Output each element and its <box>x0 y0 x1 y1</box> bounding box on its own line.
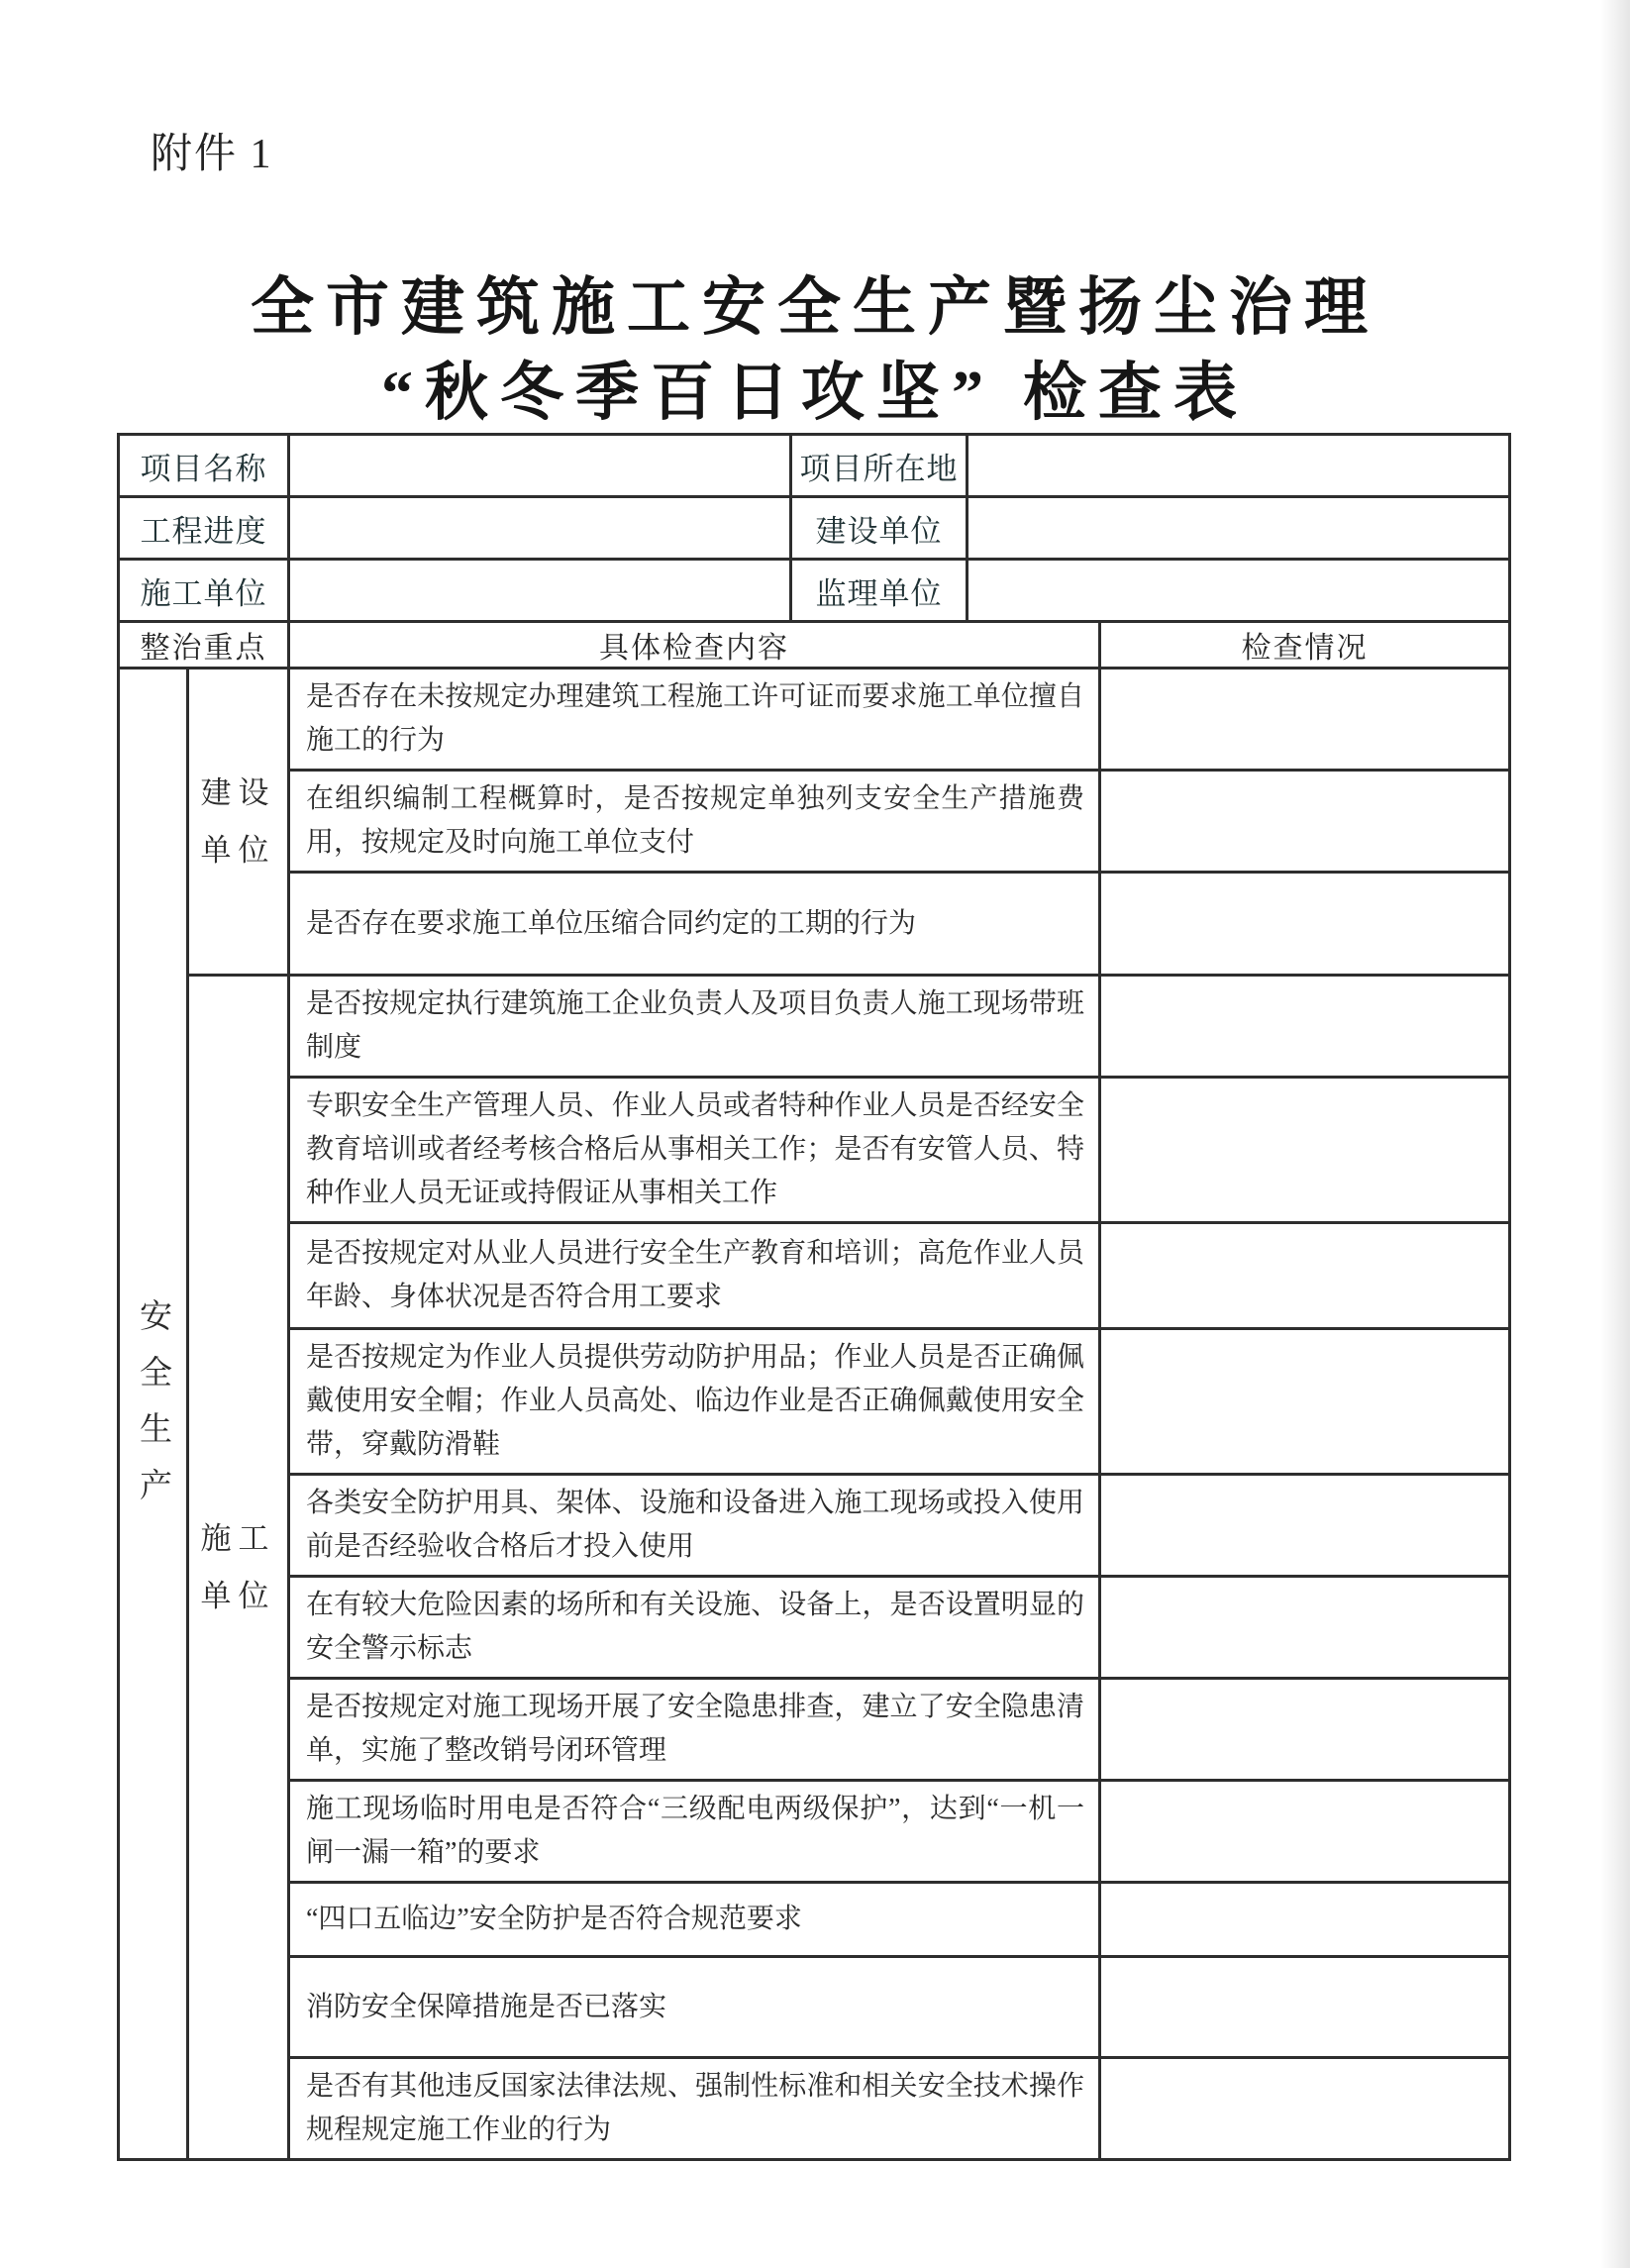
table-row <box>119 1577 1510 1679</box>
table-row <box>119 1957 1510 2058</box>
unit-cell-owner: 建设单位 <box>188 669 289 976</box>
attachment-label: 附件 1 <box>151 132 273 177</box>
status-cell <box>1100 1957 1510 2058</box>
status-cell <box>1100 1781 1510 1883</box>
page-title-line2: “秋冬季百日攻坚” 检查表 <box>381 358 1249 428</box>
unit-cell-contractor: 施工单位 <box>188 976 289 2160</box>
table-row <box>119 976 1510 1078</box>
contractor-value-cell <box>289 560 791 622</box>
inspection-item-text: 消防安全保障措施是否已落实 <box>289 1957 1100 2058</box>
construction-owner-value-cell <box>968 497 1510 560</box>
progress-value-cell <box>289 497 791 560</box>
status-cell <box>1100 669 1510 771</box>
inspection-item-text: 是否按规定为作业人员提供劳动防护用品；作业人员是否正确佩戴使用安全帽；作业人员高处、临边作业是否正确佩戴使用安全带，穿戴防滑鞋 <box>289 1329 1100 1475</box>
inspection-item-text: 施工现场临时用电是否符合“三级配电两级保护”，达到“一机一闸一漏一箱”的要求 <box>289 1781 1100 1883</box>
col-header-status: 检查情况 <box>1100 622 1510 669</box>
status-cell <box>1100 873 1510 976</box>
project-name-value-cell <box>289 435 791 497</box>
project-name-label: 项目名称 <box>119 435 289 497</box>
status-cell <box>1100 771 1510 873</box>
inspection-item-text: 是否存在未按规定办理建筑工程施工许可证而要求施工单位擅自施工的行为 <box>289 669 1100 771</box>
status-cell <box>1100 2058 1510 2160</box>
col-header-content: 具体检查内容 <box>289 622 1100 669</box>
status-cell <box>1100 1078 1510 1223</box>
project-location-value-cell <box>968 435 1510 497</box>
inspection-item-text: 是否有其他违反国家法律法规、强制性标准和相关安全技术操作规程规定施工作业的行为 <box>289 2058 1100 2160</box>
status-cell <box>1100 1223 1510 1329</box>
inspection-item-text: 各类安全防护用具、架体、设施和设备进入施工现场或投入使用前是否经验收合格后才投入使用 <box>289 1475 1100 1577</box>
status-cell <box>1100 976 1510 1078</box>
table-row <box>119 2058 1510 2160</box>
info-row-contractor <box>119 560 1510 622</box>
table-row <box>119 1078 1510 1223</box>
inspection-item-text: 在组织编制工程概算时，是否按规定单独列支安全生产措施费用，按规定及时向施工单位支付 <box>289 771 1100 873</box>
table-header-row <box>119 622 1510 669</box>
category-label: 安全生产 <box>135 1298 170 1524</box>
status-cell <box>1100 1577 1510 1679</box>
inspection-table <box>117 433 1508 2161</box>
project-location-label: 项目所在地 <box>791 435 968 497</box>
supervisor-value-cell <box>968 560 1510 622</box>
status-cell <box>1100 1475 1510 1577</box>
status-cell <box>1100 1883 1510 1957</box>
supervisor-label: 监理单位 <box>791 560 968 622</box>
inspection-item-text: 是否按规定对施工现场开展了安全隐患排查，建立了安全隐患清单，实施了整改销号闭环管理 <box>289 1679 1100 1781</box>
table-row <box>119 1781 1510 1883</box>
status-cell <box>1100 1679 1510 1781</box>
table-row <box>119 669 1510 771</box>
progress-label: 工程进度 <box>119 497 289 560</box>
inspection-item-text: 是否存在要求施工单位压缩合同约定的工期的行为 <box>289 873 1100 976</box>
page-title <box>0 265 1630 436</box>
table-row <box>119 1329 1510 1475</box>
construction-owner-label: 建设单位 <box>791 497 968 560</box>
table-row <box>119 1475 1510 1577</box>
table-row <box>119 1679 1510 1781</box>
info-row-progress <box>119 497 1510 560</box>
inspection-item-text: 专职安全生产管理人员、作业人员或者特种作业人员是否经安全教育培训或者经考核合格后从事相关工作；是否有安管人员、特种作业人员无证或持假证从事相关工作 <box>289 1078 1100 1223</box>
table-row <box>119 873 1510 976</box>
table-row <box>119 1223 1510 1329</box>
table-row <box>119 1883 1510 1957</box>
info-row-project <box>119 435 1510 497</box>
category-cell <box>119 669 188 2160</box>
inspection-item-text: 是否按规定对从业人员进行安全生产教育和培训；高危作业人员年龄、身体状况是否符合用工要求 <box>289 1223 1100 1329</box>
inspection-item-text: 在有较大危险因素的场所和有关设施、设备上，是否设置明显的安全警示标志 <box>289 1577 1100 1679</box>
status-cell <box>1100 1329 1510 1475</box>
table-row <box>119 771 1510 873</box>
contractor-label: 施工单位 <box>119 560 289 622</box>
page-title-line1: 全市建筑施工安全生产暨扬尘治理 <box>251 272 1379 343</box>
inspection-item-text: “四口五临边”安全防护是否符合规范要求 <box>289 1883 1100 1957</box>
inspection-item-text: 是否按规定执行建筑施工企业负责人及项目负责人施工现场带班制度 <box>289 976 1100 1078</box>
col-header-focus: 整治重点 <box>119 622 289 669</box>
